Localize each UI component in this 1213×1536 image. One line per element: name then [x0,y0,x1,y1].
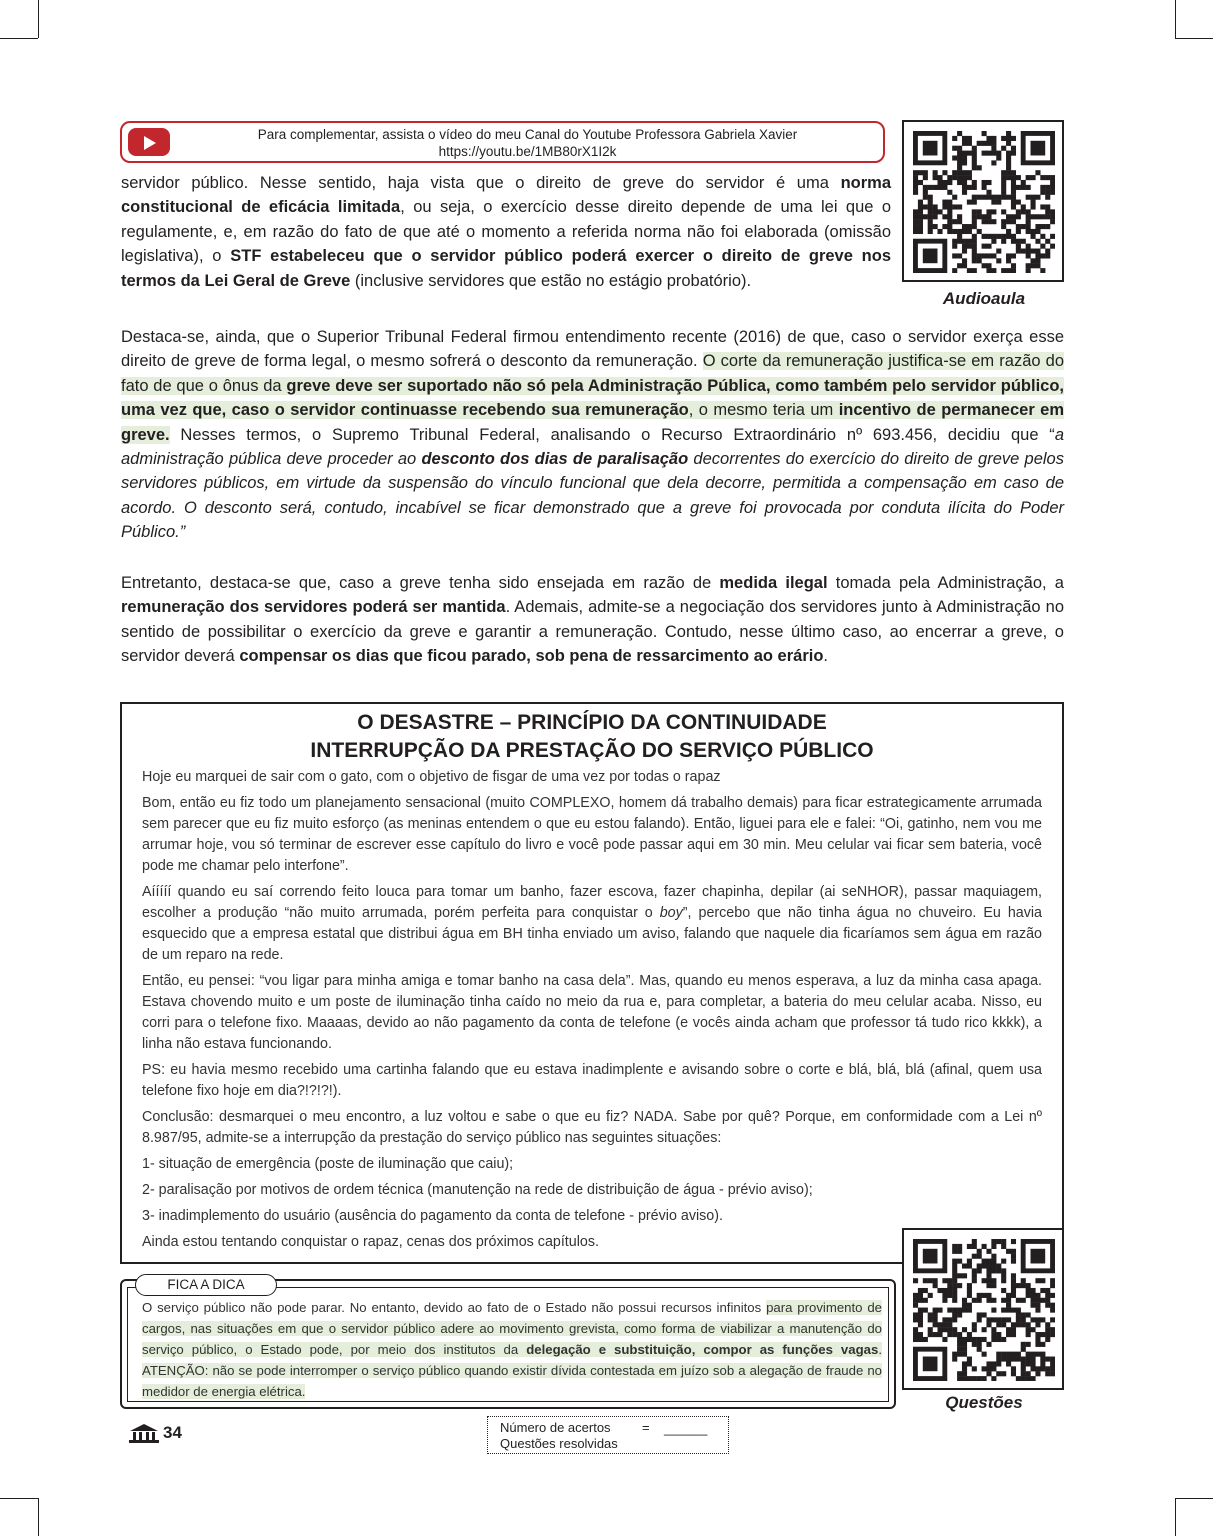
highlight-bold-run: greve deve ser suportado não só pela Administração Pública, como também pelo servidor público, uma vez que, caso o servidor continuasse recebendo sua remuneração [121,376,1065,420]
score-label-2: Questões resolvidas [500,1436,618,1451]
story-paragraph: Bom, então eu fiz todo um planejamento sensacional (muito COMPLEXO, homem dá trabalho demais) para ficar estrategicamente arrumada sem parecer que eu fiz muito esforço (as meninas entendem o que eu estou falando). Então, liguei para ele e falei: “Oi, gatinho, nem vou me arrumar hoje, vou só terminar de escrever esse capítulo do livro e você pode passar aqui em 30 min. Meu celular vai ficar sem bateria, você pode me chamar pelo interfone”. [142,795,1042,874]
story-paragraph: Hoje eu marquei de sair com o gato, com o objetivo de fisgar de uma vez por todas o rapaz [142,769,721,785]
highlight-run: , o mesmo teria um [688,401,839,420]
crop-mark [1175,0,1176,38]
highlight-bold-run: incentivo de permanecer em greve. [121,401,1065,444]
bold-run: remuneração dos servidores poderá ser mantida [121,598,506,617]
highlight-run: O corte da remuneração justifica-se em razão do fato de que o ônus da [121,352,1064,395]
crop-mark [38,0,39,38]
youtube-banner[interactable] [120,121,885,163]
youtube-banner-text [182,126,873,160]
score-label-1: Número de acertos [500,1420,611,1435]
crop-mark [0,38,38,39]
text-run: Destaca-se, ainda, que o Superior Tribunal Federal firmou entendimento recente (2016) de que, caso o servidor exerça esse direito de greve de forma legal, o mesmo sofrerá o desconto da remuneração. [121,328,1064,371]
crop-mark [1175,1498,1176,1536]
text-run: Nesses termos, o Supremo Tribunal Federal, analisando o Recurso Extraordinário nº 693.456, decidiu que “ [169,425,1055,444]
story-paragraph: Então, eu pensei: “vou ligar para minha amiga e tomar banho na casa dela”. Mas, quando eu menos esperava, a luz da minha casa apaga. Estava chovendo muito e um poste de iluminação tinha caído no meio da rua e, para completar, a bateria do meu celular acaba. Nisso, eu corri para o telefone fixo. Maaaas, devido ao não pagamento da conta de telefone (e vocês ainda acham que professor tá tudo rico kkkk), a linha não estava funcionando. [142,973,1042,1052]
score-equals: = [642,1420,650,1435]
qr-code-questoes[interactable] [902,1228,1064,1390]
text-run: (inclusive servidores que estão no estágio probatório). [350,271,752,290]
crop-mark [38,1498,39,1536]
story-text [142,767,1042,1258]
score-box [487,1416,729,1454]
story-paragraph: Conclusão: desmarquei o meu encontro, a luz voltou e sabe o que eu fiz? NADA. Sabe por quê? Porque, em conformidade com a Lei nº 8.987/95, admite-se a interrupção da prestação do serviço público nas seguintes situações: [142,1109,1042,1146]
text-run: . [823,647,829,666]
youtube-play-icon [128,128,170,156]
crop-mark [1175,38,1213,39]
crop-mark [1175,1498,1213,1499]
bold-run: medida ilegal [719,574,828,592]
italic-run: decorrentes do exercício do direito de greve pelos servidores públicos, em virtude da suspensão do vínculo funcional que dela decorre, permitida a compensação em caso de acordo. O desconto será, contudo, incabível se ficar demonstrado que a greve foi provocada por conduta ilícita do Poder Público.” [121,450,1064,542]
qr-code-audioaula[interactable] [902,120,1064,282]
bold-run: norma constitucional de eficácia limitada [121,174,891,217]
highlight-run: . ATENÇÃO: não se pode interromper o serviço público quando existir dívida contestada em juízo sob a alegação de fraude no medidor de energia elétrica. [142,1342,883,1399]
institution-logo-icon [128,1423,160,1443]
text-run: ”, percebo que não tinha água no chuveiro. Eu havia esquecido que a empresa estatal que distribui água em BH tinha enviado um aviso, falando que naquele dia ficaríamos sem água em razão de um reparo na rede. [142,905,1042,963]
bold-italic-run: desconto dos dias de paralisação [421,450,689,469]
qr-code-icon [913,131,1055,273]
text-run: , ou seja, o exercício desse direito depende de uma lei que o regulamente, e, em razão do fato de que até o momento a referida norma não foi elaborada (omissão legislativa), o [121,198,892,266]
qr-label-audioaula: Audioaula [942,289,1026,308]
bold-run: STF estabeleceu que o servidor público poderá exercer o direito de greve nos termos da Lei Geral de Greve [121,247,891,290]
qr-code-icon [913,1239,1055,1381]
story-paragraph: Ainda estou tentando conquistar o rapaz, cenas dos próximos capítulos. [142,1234,599,1250]
score-blank: ______ [664,1421,708,1436]
page-number: 34 [163,1423,182,1442]
bold-run: compensar os dias que ficou parado, sob pena de ressarcimento ao erário [239,647,824,666]
youtube-link[interactable]: https://youtu.be/1MB80rX1I2k [438,144,617,159]
story-paragraph: PS: eu havia mesmo recebido uma cartinha falando que eu estava inadimplente e avisando sobre o corte e blá, blá, blá (afinal, quem usa telefone fixo hoje em dia?!?!?!). [142,1062,1042,1099]
story-list-item: 1- situação de emergência (poste de iluminação que caiu); [142,1156,514,1172]
story-title-1: O DESASTRE – PRINCÍPIO DA CONTINUIDADE [357,711,827,734]
italic-run: a administração pública deve proceder ao [121,425,1064,469]
text-run: Aííííí quando eu saí correndo feito louca para tomar um banho, fazer escova, fazer chapinha, depilar (ai seNHOR), passar maquiagem, escolher a produção “não muito arrumada, porém perfeita para conquistar o [142,884,1042,921]
crop-mark [0,1498,38,1499]
tip-box-text [142,1297,882,1402]
text-run: . Ademais, admite-se a negociação dos servidores junto à Administração no sentido de possibilitar o exercício da greve e garantir a remuneração. Contudo, nesse último caso, ao encerrar a greve, o servidor deverá [121,598,1064,666]
text-run: servidor público. Nesse sentido, haja vista que o direito de greve do servidor é uma [121,174,841,192]
story-list-item: 2- paralisação por motivos de ordem técnica (manutenção na rede de distribuição de água - prévio aviso); [142,1182,813,1198]
highlight-bold-run: delegação e substituição, compor as funções vagas [526,1342,879,1357]
story-title-2: INTERRUPÇÃO DA PRESTAÇÃO DO SERVIÇO PÚBLICO [310,739,874,762]
qr-label-questoes: Questões [945,1393,1023,1412]
text-run: tomada pela Administração, a [827,574,1064,592]
body-paragraph-2 [121,325,1064,545]
italic-run: boy [659,905,683,921]
highlight-run: para provimento de cargos, nas situações em que o servidor público adere ao movimento grevista, como forma de viabilizar a manutenção do serviço público, o Estado pode, por meio dos institutos da [142,1300,882,1357]
body-paragraph-1 [121,171,891,293]
body-paragraph-3 [121,571,1064,669]
youtube-banner-line1: Para complementar, assista o vídeo do meu Canal do Youtube Professora Gabriela Xavier [257,127,798,142]
tip-box-tab: FICA A DICA [135,1274,277,1296]
text-run: Entretanto, destaca-se que, caso a greve tenha sido ensejada em razão de [121,574,720,592]
text-run: O serviço público não pode parar. No entanto, devido ao fato de o Estado não possui recursos infinitos [142,1300,767,1315]
story-paragraph [142,882,1042,966]
story-list-item: 3- inadimplemento do usuário (ausência do pagamento da conta de telefone - prévio aviso). [142,1208,723,1224]
